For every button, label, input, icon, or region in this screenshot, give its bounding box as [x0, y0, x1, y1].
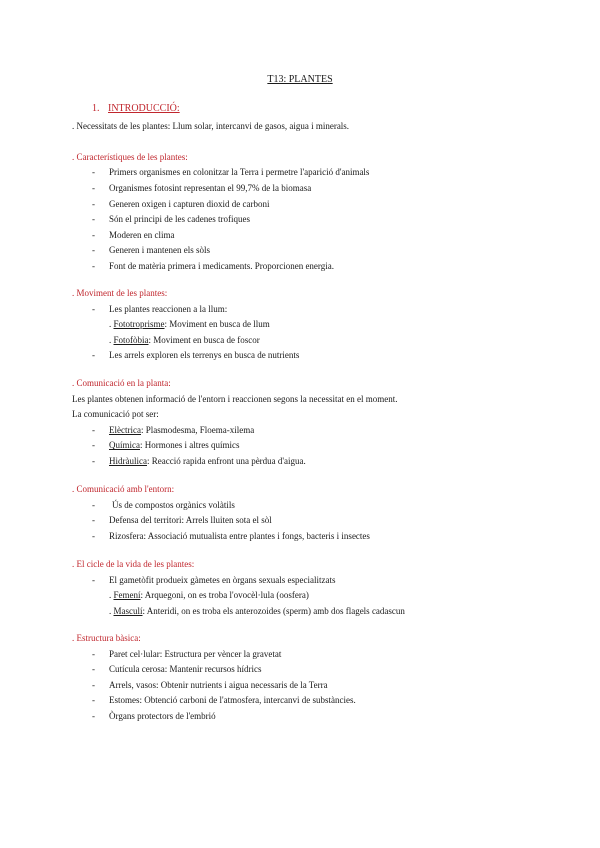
characteristics-item: Primers organismes en colonitzar la Terra i permetre l'aparició d'animals	[109, 167, 370, 177]
structure-item: Òrgans protectors de l'embrió	[109, 711, 216, 721]
sub-text: : Arquegoni, on es troba l'ovocèl·lula (oosfera)	[140, 590, 309, 600]
bullet-dash: -	[92, 711, 95, 721]
sub-prefix: .	[109, 335, 114, 345]
bullet-dash: -	[92, 515, 95, 525]
characteristics-item: Generen i mantenen els sòls	[109, 245, 210, 255]
intro-heading: INTRODUCCIÓ:	[108, 103, 180, 114]
lifecycle-heading: . El cicle de la vida de les plantes:	[72, 559, 195, 569]
bullet-dash: -	[92, 199, 95, 209]
bullet-dash: -	[92, 456, 95, 466]
sub-text: : Moviment en busca de llum	[164, 319, 270, 329]
item-text: : Plasmodesma, Floema-xilema	[140, 425, 255, 435]
intro-text: . Necessitats de les plantes: Llum solar, intercanvi de gasos, aigua i minerals.	[72, 121, 350, 131]
sub-prefix: .	[109, 319, 114, 329]
communication-heading: . Comunicació en la planta:	[72, 378, 171, 388]
lifecycle-subitem	[109, 589, 309, 601]
characteristics-item: Són el principi de les cadenes trofiques	[109, 214, 250, 224]
structure-item: Arrels, vasos: Obtenir nutrients i aigua necessaris de la Terra	[109, 680, 328, 690]
movement-heading: . Moviment de les plantes:	[72, 288, 168, 298]
structure-item: Cutícula cerosa: Mantenir recursos hídrics	[109, 664, 262, 674]
bullet-dash: -	[92, 425, 95, 435]
movement-subitem	[109, 318, 270, 330]
sub-text: : Anteridi, on es troba els anterozoides (sperm) amb dos flagels cadascun	[142, 606, 405, 616]
movement-subitem	[109, 334, 260, 346]
term-female: Femení	[113, 590, 141, 600]
environment-item: Ús de compostos orgànics volàtils	[112, 500, 235, 510]
environment-heading: . Comunicació amb l'entorn:	[72, 484, 175, 494]
characteristics-item: Font de matèria primera i medicaments. Proporcionen energia.	[109, 261, 335, 271]
communication-item	[109, 424, 254, 436]
structure-heading: . Estructura bàsica:	[72, 633, 141, 643]
bullet-dash: -	[92, 680, 95, 690]
communication-item	[109, 439, 239, 451]
bullet-dash: -	[92, 664, 95, 674]
lifecycle-item: El gametòfit produeix gàmetes en òrgans sexuals especialitzats	[109, 575, 336, 585]
communication-line: La comunicació pot ser:	[72, 409, 159, 419]
term-photophobia: Fotofòbia	[113, 335, 149, 345]
environment-item: Rizosfera: Associació mutualista entre plantes i fongs, bacteris i insectes	[109, 531, 370, 541]
bullet-dash: -	[92, 261, 95, 271]
term-phototropism: Fototroprisme	[113, 319, 165, 329]
bullet-dash: -	[92, 183, 95, 193]
term-male: Masculí	[113, 606, 143, 616]
communication-line: Les plantes obtenen informació de l'entorn i reaccionen segons la necessitat en el moment.	[72, 394, 398, 404]
characteristics-item: Organismes fotosint representan el 99,7% de la biomasa	[109, 183, 312, 193]
term-electric: Elèctrica	[109, 425, 141, 435]
movement-item: Les plantes reaccionen a la llum:	[109, 304, 228, 314]
sub-prefix: .	[109, 590, 114, 600]
intro-number: 1.	[92, 103, 100, 114]
bullet-dash: -	[92, 304, 95, 314]
bullet-dash: -	[92, 531, 95, 541]
bullet-dash: -	[92, 230, 95, 240]
sub-prefix: .	[109, 606, 114, 616]
bullet-dash: -	[92, 167, 95, 177]
sub-text: : Moviment en busca de foscor	[148, 335, 260, 345]
structure-item: Estomes: Obtenció carboni de l'atmosfera, intercanvi de substàncies.	[109, 695, 356, 705]
page-title: T13: PLANTES	[267, 74, 333, 85]
characteristics-heading: . Característiques de les plantes:	[72, 152, 188, 162]
structure-item: Paret cel·lular: Estructura per vèncer la gravetat	[109, 649, 282, 659]
term-chemical: Química	[109, 440, 140, 450]
bullet-dash: -	[92, 440, 95, 450]
bullet-dash: -	[92, 350, 95, 360]
bullet-dash: -	[92, 649, 95, 659]
bullet-dash: -	[92, 695, 95, 705]
movement-item: Les arrels exploren els terrenys en busca de nutrients	[109, 350, 300, 360]
lifecycle-subitem	[109, 605, 405, 617]
bullet-dash: -	[92, 245, 95, 255]
bullet-dash: -	[92, 500, 95, 510]
characteristics-item: Generen oxigen i capturen dioxid de carboni	[109, 199, 270, 209]
term-hydraulic: Hidràulica	[109, 456, 147, 466]
communication-item	[109, 455, 306, 467]
environment-item: Defensa del territori: Arrels lluiten sota el sòl	[109, 515, 272, 525]
characteristics-item: Moderen en clima	[109, 230, 175, 240]
bullet-dash: -	[92, 575, 95, 585]
item-text: : Reacció rapida enfront una pèrdua d'aigua.	[146, 456, 306, 466]
item-text: : Hormones i altres químics	[140, 440, 240, 450]
bullet-dash: -	[92, 214, 95, 224]
